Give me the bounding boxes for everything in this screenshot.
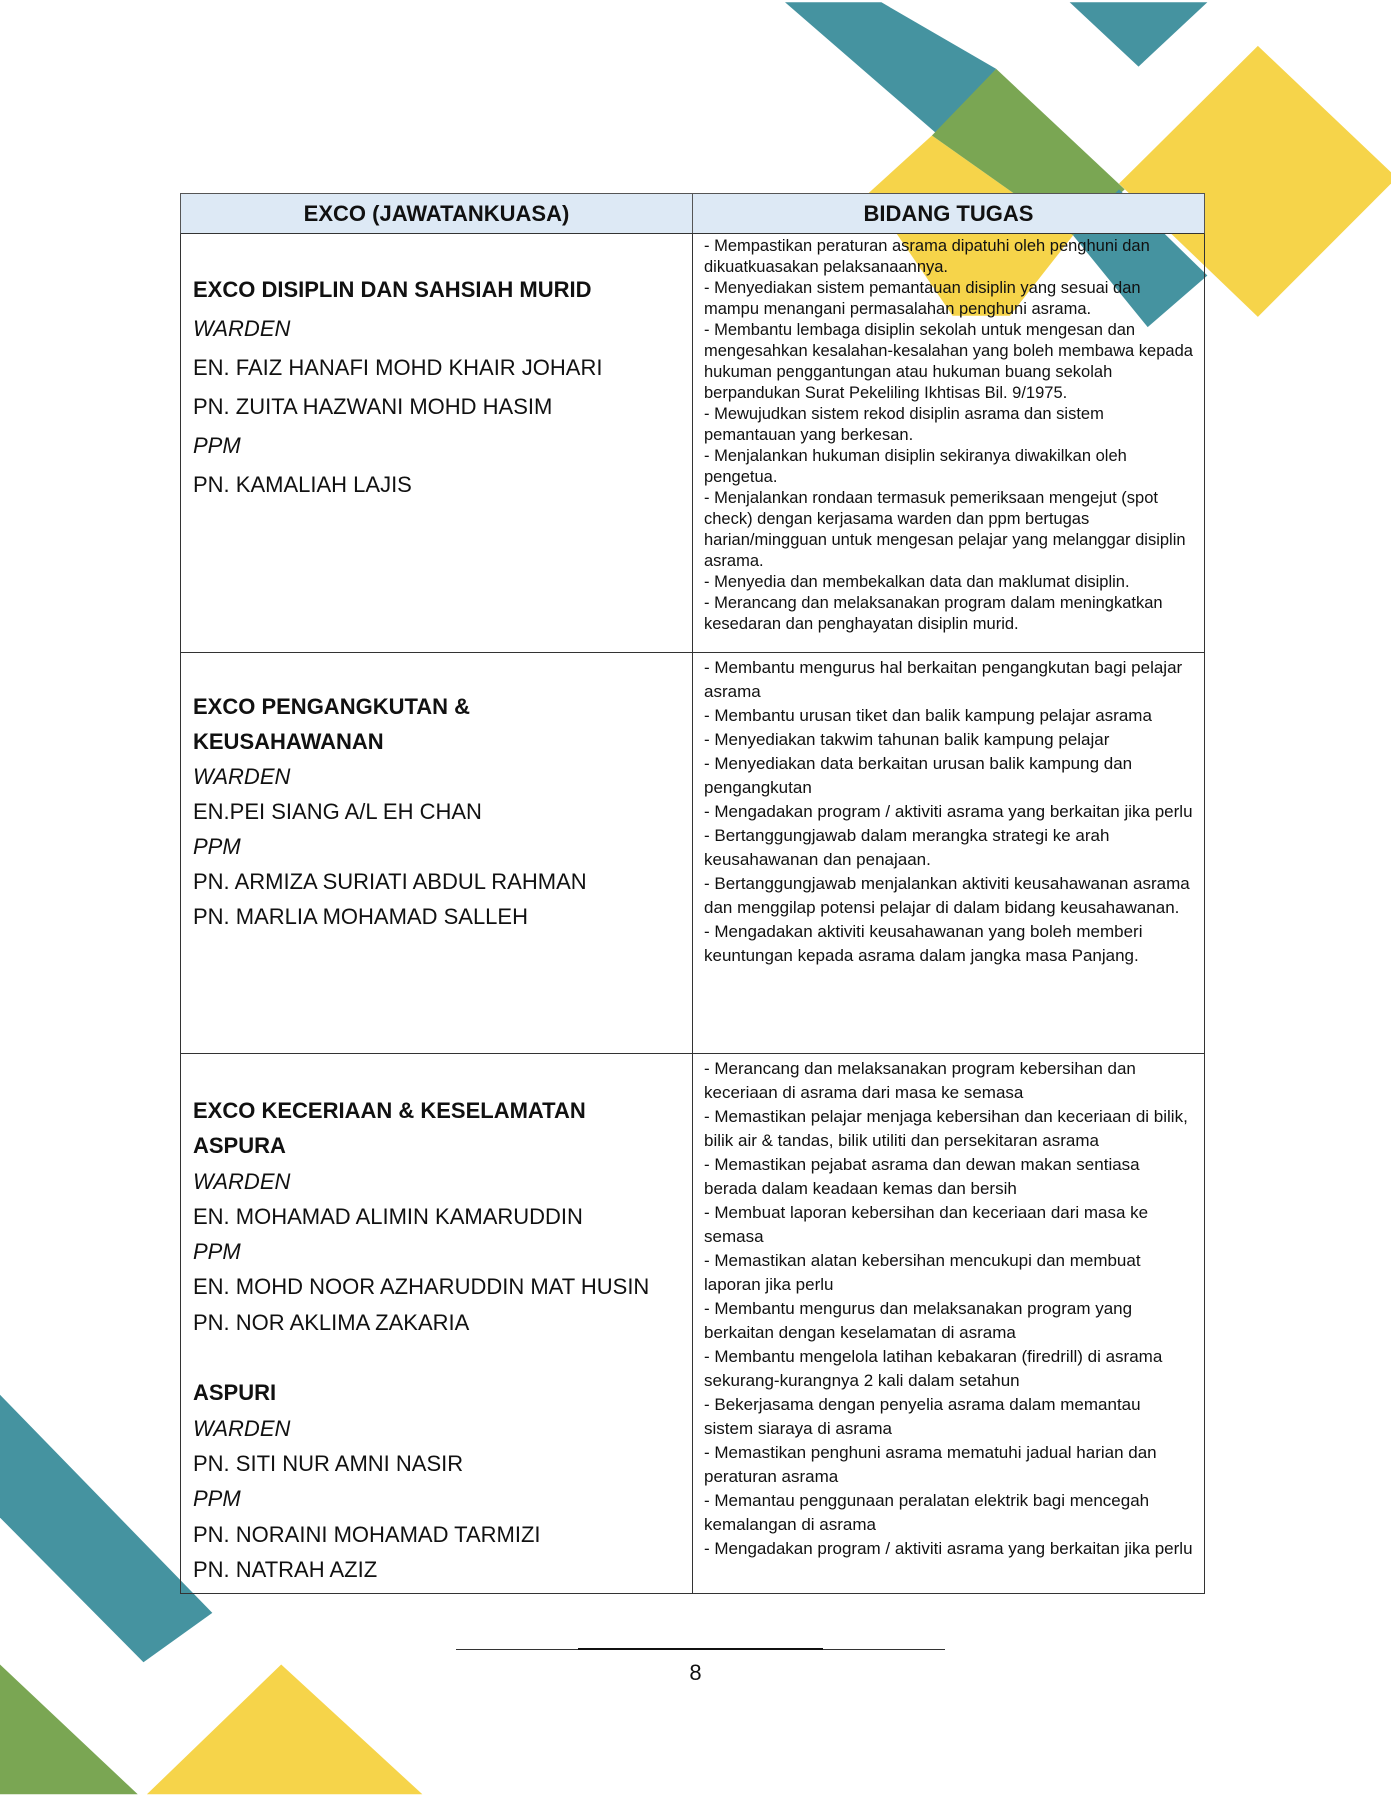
duty-item: - Merancang dan melaksanakan program kebersihan dan keceriaan di asrama dari masa ke semasa xyxy=(704,1059,1136,1102)
member-name: EN. MOHD NOOR AZHARUDDIN MAT HUSIN xyxy=(193,1274,650,1300)
exco-cell xyxy=(181,1054,693,1593)
footer-line-accent xyxy=(578,1648,823,1650)
duty-item: - Membantu mengelola latihan kebakaran (firedrill) di asrama sekurang-kurangnya 2 kali dalam setahun xyxy=(704,1347,1163,1390)
role-label: PPM xyxy=(193,834,241,859)
duty-item: - Memastikan penghuni asrama mematuhi jadual harian dan peraturan asrama xyxy=(704,1443,1157,1486)
duty-item: - Mengadakan aktiviti keusahawanan yang boleh memberi keuntungan kepada asrama dalam jangka masa Panjang. xyxy=(704,922,1143,965)
table-row xyxy=(180,1054,1205,1594)
table-header xyxy=(180,193,1205,234)
table-row xyxy=(180,653,1205,1054)
duty-item: - Membantu urusan tiket dan balik kampung pelajar asrama xyxy=(704,706,1152,725)
duty-item: - Memastikan pejabat asrama dan dewan makan sentiasa berada dalam keadaan kemas dan bersih xyxy=(704,1155,1140,1198)
exco-heading: EXCO PENGANGKUTAN & xyxy=(193,694,471,719)
member-name: PN. ZUITA HAZWANI MOHD HASIM xyxy=(193,394,553,419)
duty-item: - Membantu lembaga disiplin sekolah untuk mengesan dan mengesahkan kesalahan-kesalahan yang boleh membawa kepada hukuman penggantungan atau hukuman buang sekolah berpandukan Surat Pekeliling Ikhtisas Bil. 9/1975. xyxy=(704,321,1193,402)
duty-item: - Merancang dan melaksanakan program dalam meningkatkan kesedaran dan penghayatan disiplin murid. xyxy=(704,594,1163,633)
duty-item: - Mewujudkan sistem rekod disiplin asrama dan sistem pemantauan yang berkesan. xyxy=(704,405,1104,444)
duty-item: - Membantu mengurus dan melaksanakan program yang berkaitan dengan keselamatan di asrama xyxy=(704,1299,1133,1342)
role-label: WARDEN xyxy=(193,316,291,341)
member-name: PN. NOR AKLIMA ZAKARIA xyxy=(193,1309,470,1335)
role-label: PPM xyxy=(193,1239,241,1265)
page-number: 8 xyxy=(689,1660,702,1685)
duty-item: - Mengadakan program / aktiviti asrama yang berkaitan jika perlu xyxy=(704,802,1193,821)
header-exco: EXCO (JAWATANKUASA) xyxy=(181,194,693,233)
exco-heading: ASPURA xyxy=(193,1133,286,1159)
member-name: PN. KAMALIAH LAJIS xyxy=(193,472,412,497)
duty-item: - Menyediakan sistem pemantauan disiplin yang sesuai dan mampu menangani permasalahan penghuni asrama. xyxy=(704,279,1141,318)
duty-item: - Memastikan pelajar menjaga kebersihan dan keceriaan di bilik, bilik air & tandas, bilik utiliti dan persekitaran asrama xyxy=(704,1107,1188,1150)
teal-triangle-top-right xyxy=(1070,2,1208,66)
duty-item: - Menyediakan takwim tahunan balik kampung pelajar xyxy=(704,730,1110,749)
duty-item: - Bertanggungjawab menjalankan aktiviti keusahawanan asrama dan menggilap potensi pelajar di dalam bidang keusahawanan. xyxy=(704,874,1190,917)
exco-cell xyxy=(181,234,693,652)
duty-item: - Membuat laporan kebersihan dan keceriaan dari masa ke semasa xyxy=(704,1203,1149,1246)
member-name: PN. NATRAH AZIZ xyxy=(193,1556,378,1582)
spacer xyxy=(193,1340,692,1375)
role-label: WARDEN xyxy=(193,764,291,789)
duty-item: - Menyediakan data berkaitan urusan balik kampung dan pengangkutan xyxy=(704,754,1133,797)
duty-item: - Bekerjasama dengan penyelia asrama dalam memantau sistem siaraya di asrama xyxy=(704,1395,1141,1438)
member-name: PN. SITI NUR AMNI NASIR xyxy=(193,1450,464,1476)
exco-heading: EXCO KECERIAAN & KESELAMATAN xyxy=(193,1098,586,1123)
duty-item: - Mengadakan program / aktiviti asrama yang berkaitan jika perlu xyxy=(704,1539,1193,1558)
bidang-tugas-cell xyxy=(693,1054,1204,1593)
duty-item: - Bertanggungjawab dalam merangka strategi ke arah keusahawanan dan penajaan. xyxy=(704,826,1110,869)
duty-item: - Menjalankan rondaan termasuk pemeriksaan mengejut (spot check) dengan kerjasama warden dan ppm bertugas harian/mingguan untuk mengesan pelajar yang melanggar disiplin asrama. xyxy=(704,489,1186,570)
role-label: WARDEN xyxy=(193,1415,291,1441)
bidang-tugas-cell xyxy=(693,234,1204,652)
member-name: PN. NORAINI MOHAMAD TARMIZI xyxy=(193,1521,541,1547)
role-label: WARDEN xyxy=(193,1168,291,1194)
member-name: EN.PEI SIANG A/L EH CHAN xyxy=(193,799,482,824)
exco-heading: KEUSAHAWANAN xyxy=(193,729,384,754)
duty-item: - Menjalankan hukuman disiplin sekiranya diwakilkan oleh pengetua. xyxy=(704,447,1127,486)
duty-item: - Memantau penggunaan peralatan elektrik bagi mencegah kemalangan di asrama xyxy=(704,1491,1150,1534)
table-row xyxy=(180,234,1205,653)
exco-heading: EXCO DISIPLIN DAN SAHSIAH MURID xyxy=(193,277,592,302)
duty-item: - Mempastikan peraturan asrama dipatuhi oleh penghuni dan dikuatkuasakan pelaksanaannya. xyxy=(704,237,1150,276)
member-name: EN. MOHAMAD ALIMIN KAMARUDDIN xyxy=(193,1203,583,1229)
role-label: PPM xyxy=(193,1486,241,1512)
duty-item: - Membantu mengurus hal berkaitan pengangkutan bagi pelajar asrama xyxy=(704,658,1183,701)
member-name: PN. ARMIZA SURIATI ABDUL RAHMAN xyxy=(193,869,587,894)
member-name: EN. FAIZ HANAFI MOHD KHAIR JOHARI xyxy=(193,355,603,380)
exco-cell xyxy=(181,653,693,1053)
member-name: PN. MARLIA MOHAMAD SALLEH xyxy=(193,904,528,929)
duty-item: - Menyedia dan membekalkan data dan maklumat disiplin. xyxy=(704,573,1130,591)
role-label: PPM xyxy=(193,433,241,458)
bidang-tugas-cell xyxy=(693,653,1204,1053)
exco-heading: ASPURI xyxy=(193,1380,277,1406)
exco-table xyxy=(180,193,1205,1594)
duty-item: - Memastikan alatan kebersihan mencukupi dan membuat laporan jika perlu xyxy=(704,1251,1141,1294)
header-bidang-tugas: BIDANG TUGAS xyxy=(863,200,1034,226)
